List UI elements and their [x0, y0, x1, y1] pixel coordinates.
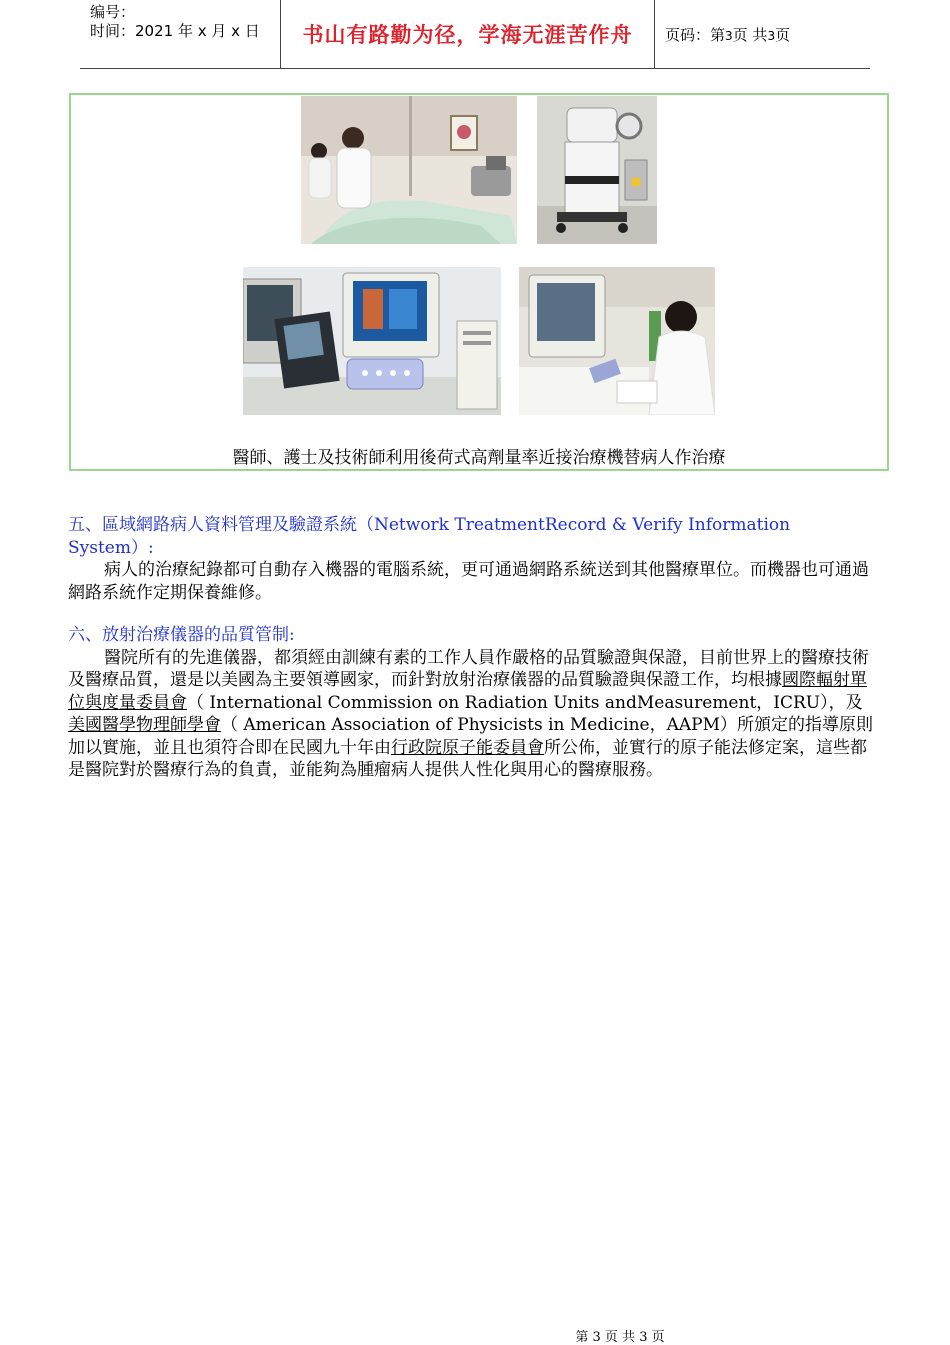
link-icru[interactable]: 國際輻射單位與度量委員會 — [68, 670, 867, 713]
figure-caption: 醫師、護士及技術師利用後荷式高劑量率近接治療機替病人作治療 — [232, 448, 726, 468]
photo-computer-workstation — [243, 267, 501, 415]
photo-afterloader-machine — [537, 96, 657, 244]
section-five-heading: 五、區域網路病人資料管理及驗證系統（Network TreatmentRecord & Verify Information System）: — [68, 515, 791, 558]
page-footer: 第 3 页 共 3 页 — [575, 1330, 665, 1345]
page-header — [80, 0, 870, 69]
link-aec[interactable]: 行政院原子能委員會 — [391, 737, 544, 758]
header-motto-cell — [281, 0, 655, 68]
header-meta-cell — [80, 0, 281, 68]
section-six — [68, 624, 876, 782]
time-label: 时间：2021 年 x 月 x 日 — [90, 22, 260, 40]
photo-doctor-bedside — [301, 96, 517, 244]
photo-figure — [69, 93, 889, 471]
motto-text: 书山有路勤为径，学海无涯苦作舟 — [302, 23, 633, 47]
section-five-paragraph: 病人的治療紀錄都可自動存入機器的電腦系統，更可通過網路系統送到其他醫療單位。而機器也可通過網路系統作定期保養維修。 — [68, 560, 869, 603]
section-six-heading: 六、放射治療儀器的品質管制: — [68, 625, 295, 645]
page-indicator: 页码：第3页 共3页 — [665, 25, 791, 44]
section-five — [68, 514, 876, 604]
number-label: 编号： — [90, 3, 136, 21]
header-page-cell — [655, 0, 870, 68]
photo-technician-at-computer — [519, 267, 715, 415]
link-aapm[interactable]: 美國醫學物理師學會 — [68, 715, 221, 735]
section-six-paragraph: 醫院所有的先進儀器，都須經由訓練有素的工作人員作嚴格的品質驗證與保證，目前世界上的醫療技術及醫療品質，還是以美國為主要領導國家，而針對放射治療儀器的品質驗證與保證工作，均根據國際輻射單位與度量委員會（ International Commission on Radiation Units andMeasurement，ICRU），及美國醫學物理師學會（ American Association of Physicists in Medicine，AAPM）所頒定的指導原則加以實施，並且也須符合即在民國九十年由行政院原子能委員會所公佈，並實行的原子能法修定案，這些都是醫院對於醫療行為的負責，並能夠為腫瘤病人提供人性化與用心的醫療服務。 — [68, 647, 874, 780]
